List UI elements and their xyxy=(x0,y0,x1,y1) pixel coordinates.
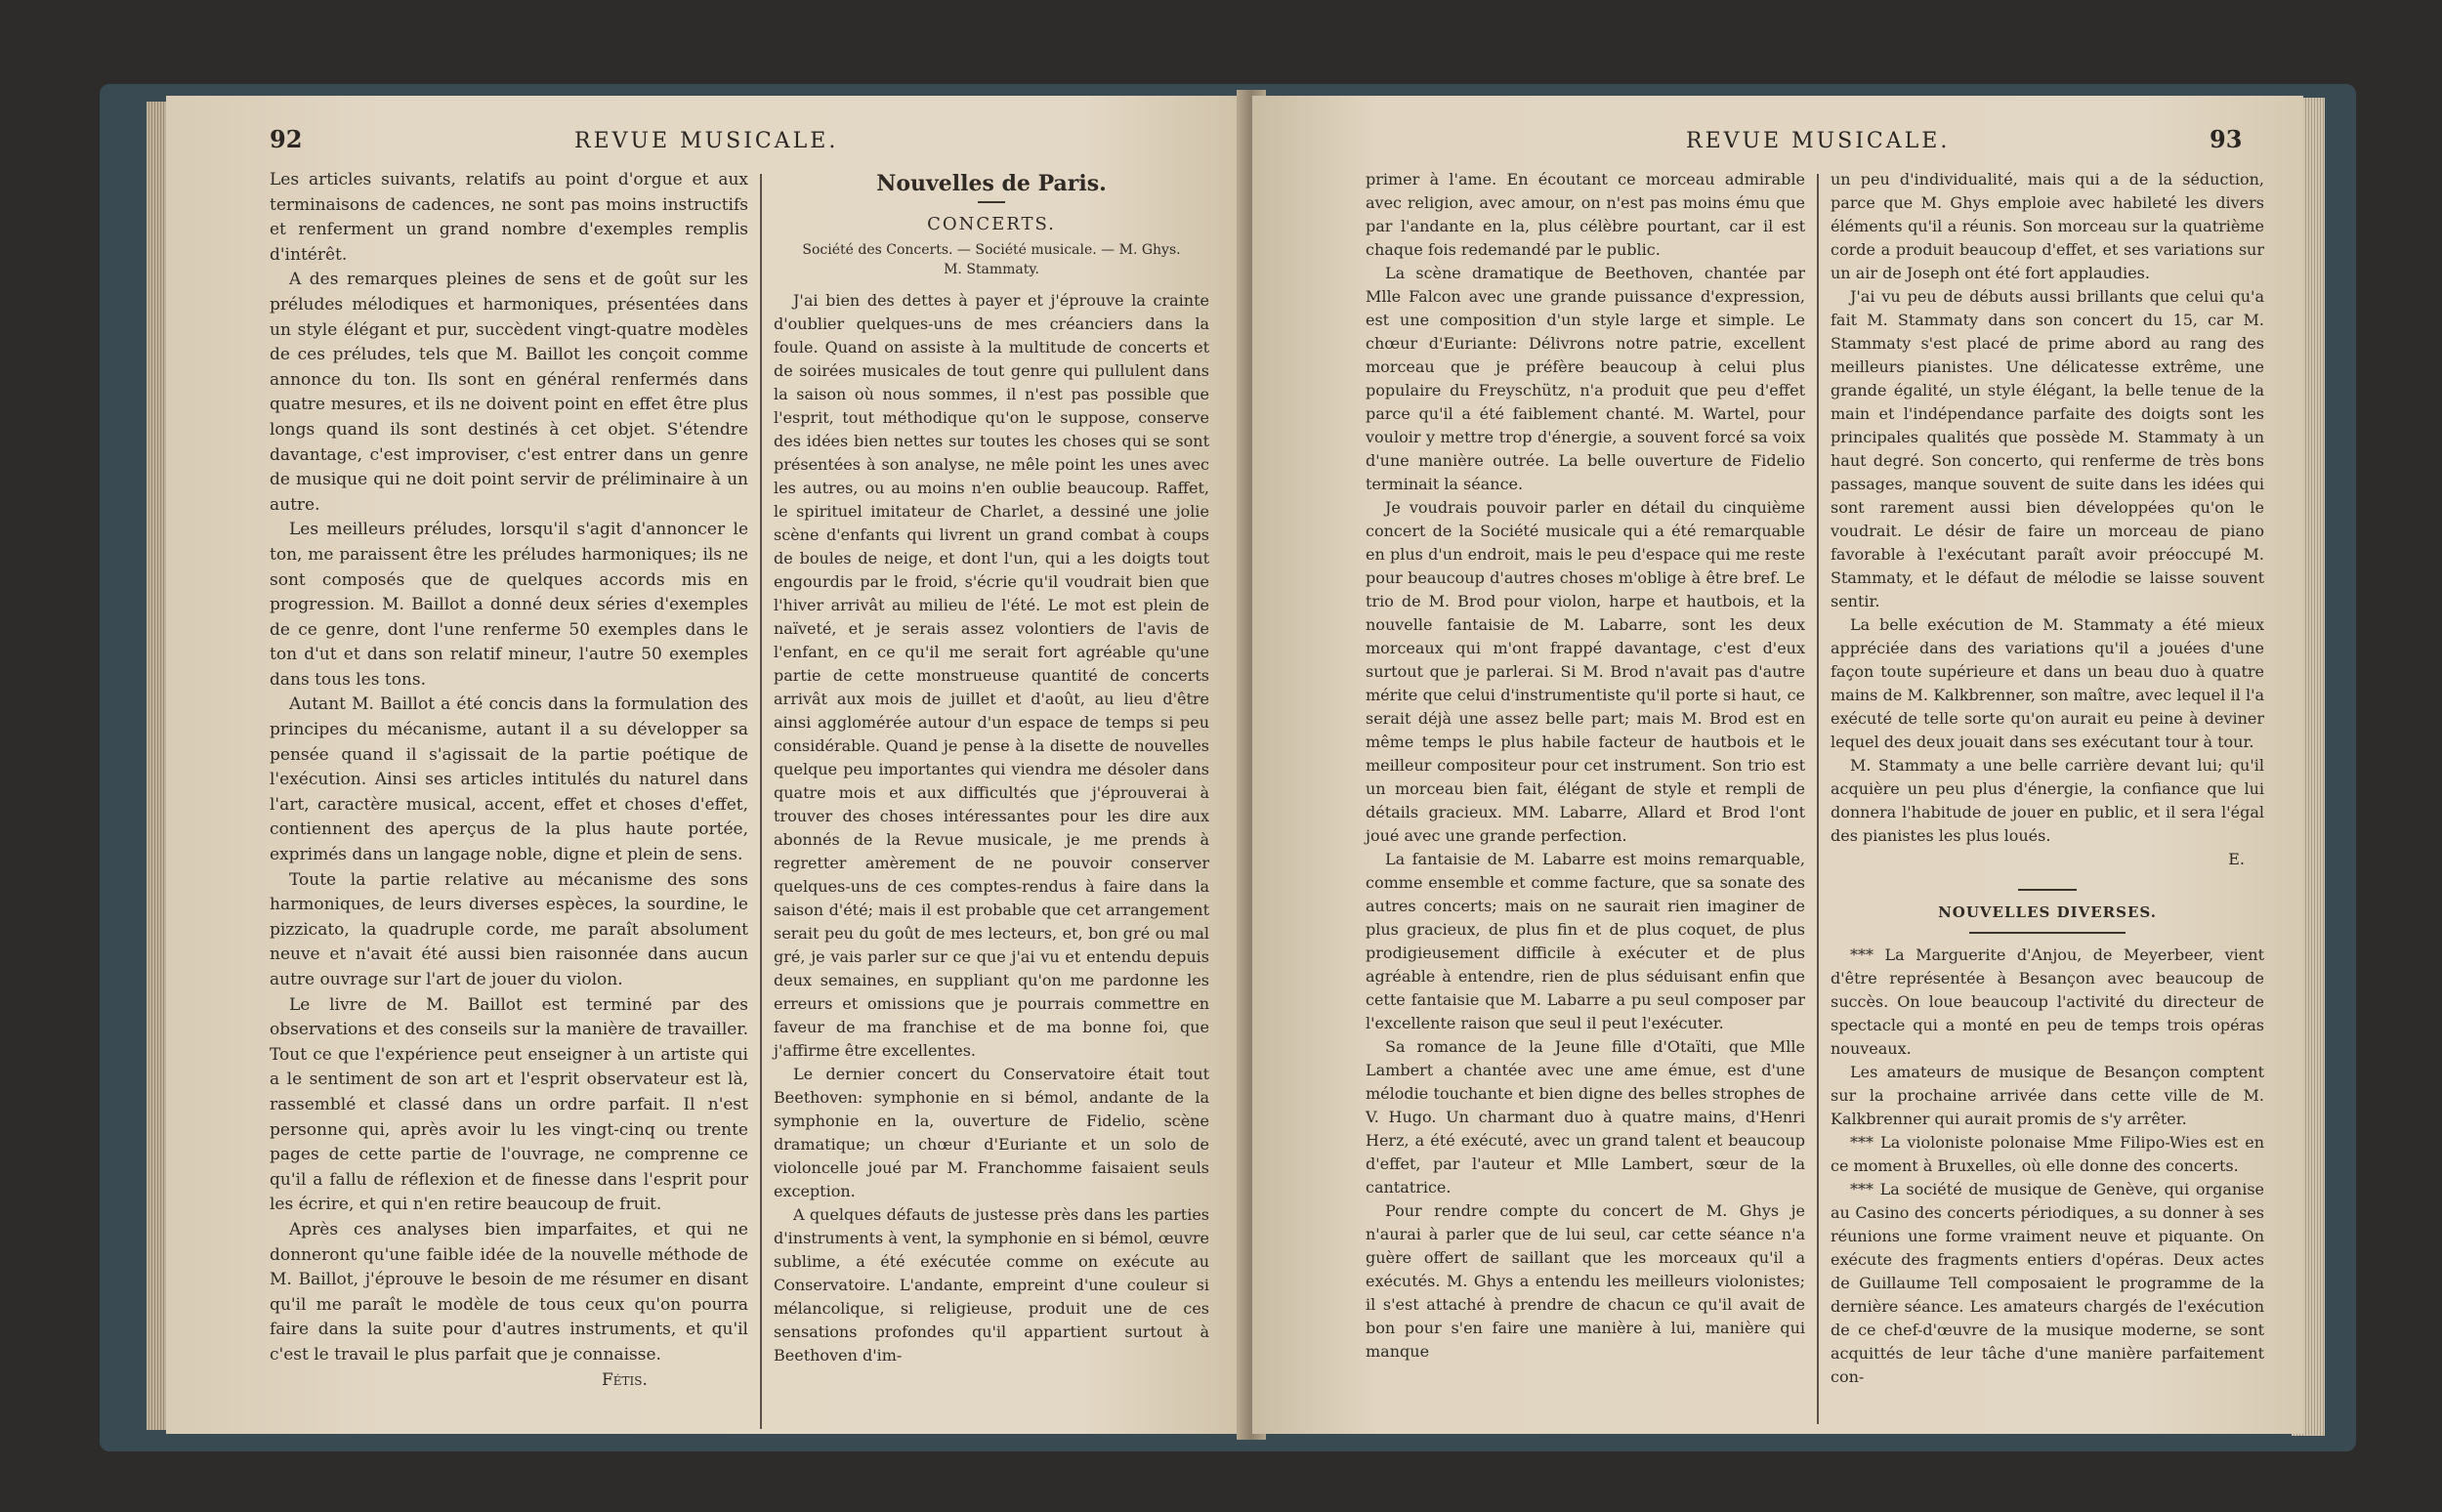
paragraph: primer à l'ame. En écoutant ce morceau admirable avec religion, avec amour, on n'est pas moins ému que par l'andante en la, plus célèbre pourtant, car il est chaque fois redemandé par le public. xyxy=(1366,170,1805,259)
paragraph: La belle exécution de M. Stammaty a été mieux appréciée dans des variations qu'il a jouées d'une façon toute supérieure et dans un beau duo à quatre mains de M. Kalkbrenner, son maître, avec lequel il l'a exécuté de telle sorte qu'on aurait eu peine à deviner lequel des deux jouait dans ses exécutant tour à tour. xyxy=(1831,615,2264,751)
paragraph: Pour rendre compte du concert de M. Ghys je n'aurai à parler que de lui seul, car cette séance n'a guère offert de saillant que les morceaux qu'il a exécutés. M. Ghys a entendu les meilleurs violonistes; il s'est attaché à prendre de chacun ce qu'il avait de bon pour s'en faire une manière à lui, manière qui manque xyxy=(1366,1201,1805,1361)
paragraph: J'ai bien des dettes à payer et j'éprouve la crainte d'oublier quelques-uns de mes créanciers dans la foule. Quand on assiste à la multitude de concerts et de soirées musicales de tout genre qui pullulent dans la saison où nous sommes, il n'est pas possible que l'esprit, tout méthodique qu'on le suppose, conserve des idées bien nettes sur toutes les choses qui se sont présentées à son analyse, ne mêle point les unes avec les autres, ou au moins n'en oublie beaucoup. Raffet, le spirituel imitateur de Charlet, a dessiné une jolie scène d'enfants qui livrent un grand combat à coups de boules de neige, et dont l'un, qui a les doigts tout engourdis par le froid, s'écrie qu'il voudrait bien que l'hiver arrivât au milieu de l'été. Le mot est plein de naïveté, et je serais assez volontiers de l'avis de l'enfant, en ce qu'il me serait fort agréable qu'une partie de cette monstrueuse quantité de concerts arrivât aux mois de juillet et d'août, au lieu d'être ainsi agglomérée autour d'un espace de temps si peu considérable. Quand je pense à la disette de nouvelles quelque peu importantes qui viendra me désoler dans quatre mois et aux difficultés que j'éprouverai à trouver des choses intéressantes pour les dire aux abonnés de la Revue musicale, je me prends à regretter amèrement de ne pouvoir conserver quelques-uns de ces comptes-rendus à faire dans la saison d'été; mais il est probable que cet arrangement serait peu du goût de mes lecteurs, et, bon gré ou mal gré, je vais parler sur ce que j'ai vu et entendu depuis deux semaines, en suppliant qu'on me pardonne les erreurs et omissions que je pourrais commettre en faveur de ma franchise et de ma bonne foi, que j'affirme être excellentes. xyxy=(774,291,1209,1060)
subheading-detail: M. Stammaty. xyxy=(944,262,1039,277)
paragraph: un peu d'individualité, mais qui a de la séduction, parce que M. Ghys emploie avec habileté les divers éléments qu'il a réunis. Son morceau sur la quatrième corde a produit beaucoup d'effet, et ses variations sur un air de Joseph ont été fort applaudies. xyxy=(1831,170,2264,282)
left-column-2 xyxy=(774,168,1209,1367)
paragraph: Les amateurs de musique de Besançon comptent sur la prochaine arrivée dans cette ville de M. Kalkbrenner qui aurait promis de s'y arrêter. xyxy=(1831,1063,2264,1128)
paragraph: Sa romance de la Jeune fille d'Otaïti, que Mlle Lambert a chantée avec une ame émue, est d'une mélodie touchante et bien digne des belles strophes de V. Hugo. Un charmant duo à quatre mains, d'Henri Herz, a été exécuté, avec un grand talent et beaucoup d'effet, par l'auteur et Mlle Lambert, sœur de la cantatrice. xyxy=(1366,1037,1805,1197)
paragraph: A des remarques pleines de sens et de goût sur les préludes mélodiques et harmoniques, présentées dans un style élégant et pur, succèdent vingt-quatre modèles de ces préludes, tels que M. Baillot les conçoit comme annonce du ton. Ils sont en général renfermés dans quatre mesures, et ils ne doivent point en effet être plus longs quand ils sont destinés à cet objet. S'étendre davantage, c'est improviser, c'est entrer dans un genre de musique qui ne doit point servir de préliminaire à un autre. xyxy=(270,270,748,515)
left-page xyxy=(166,96,1246,1434)
ornament-rule xyxy=(2018,889,2077,891)
section-heading: NOUVELLES DIVERSES. xyxy=(1938,903,2157,921)
paragraph: Les articles suivants, relatifs au point d'orgue et aux terminaisons de cadences, ne sont pas moins instructifs et renferment un grand nombre d'exemples remplis d'intérêt. xyxy=(270,170,748,265)
paragraph: *** La société de musique de Genève, qui organise au Casino des concerts périodiques, a su donner à ses réunions une forme vraiment neuve et piquante. On exécute des fragments entiers d'opéras. Deux actes de Guillaume Tell composaient le programme de la dernière séance. Les amateurs chargés de l'exécution de ce chef-d'œuvre de la musique moderne, se sont acquittés de leur tâche d'une manière parfaitement con- xyxy=(1831,1180,2264,1386)
left-column-1 xyxy=(270,168,748,1393)
right-column-2 xyxy=(1831,168,2264,1389)
running-head-right: REVUE MUSICALE. xyxy=(1686,129,1951,153)
paragraph: La fantaisie de M. Labarre est moins remarquable, comme ensemble et comme facture, que sa sonate des autres concerts; mais on ne saurait rien imaginer de plus gracieux, de plus fin et de plus coquet, de plus prodigieusement difficile à exécuter et de plus agréable à entendre, rien de plus séduisant enfin que cette fantaisie que M. Labarre a pu seul composer par l'excellente raison que seul il peut l'exécuter. xyxy=(1366,850,1805,1032)
heading-rule xyxy=(1969,932,2126,934)
column-rule xyxy=(760,174,762,1429)
right-page xyxy=(1252,96,2303,1434)
subheading: CONCERTS. xyxy=(927,214,1056,234)
paragraph: Le dernier concert du Conservatoire était tout Beethoven: symphonie en si bémol, andante de la symphonie en la, ouverture de Fidelio, scène dramatique; un chœur d'Euriante et un solo de violoncelle joué par M. Franchomme faisaient seuls exception. xyxy=(774,1065,1209,1200)
paragraph: J'ai vu peu de débuts aussi brillants que celui qu'a fait M. Stammaty dans son concert du 15, car M. Stammaty s'est placé de prime abord au rang des meilleurs pianistes. Une délicatesse extrême, une grande égalité, un style élégant, la belle tenue de la main et l'indépendance parfaite des doigts sont les principales qualités que possède M. Stammaty à un haut degré. Son concerto, qui renferme de très bons passages, manque souvent de suite dans les idées qui sont rarement aussi bien développées qu'on le voudrait. Le désir de faire un morceau de piano favorable à l'exécutant paraît avoir préoccupé M. Stammaty, et le défaut de mélodie se laisse souvent sentir. xyxy=(1831,287,2264,610)
paragraph: A quelques défauts de justesse près dans les parties d'instruments à vent, la symphonie en si bémol, œuvre sublime, a été exécutée comme on exécute au Conservatoire. L'andante, empreint d'une couleur si mélancolique, si religieuse, produit une de ces sensations profondes qu'il appartient surtout à Beethoven d'im- xyxy=(774,1205,1209,1365)
paragraph: Toute la partie relative au mécanisme des sons harmoniques, de leurs diverses espèces, la sourdine, le pizzicato, la quadruple corde, me paraît absolument neuve et n'avait été aussi bien raisonnée dans aucun autre ouvrage sur l'art de jouer du violon. xyxy=(270,869,748,989)
section-heading: Nouvelles de Paris. xyxy=(876,171,1107,196)
paragraph: Après ces analyses bien imparfaites, et qui ne donneront qu'une faible idée de la nouvelle méthode de M. Baillot, j'éprouve le besoin de me résumer en disant qu'il me paraît le modèle de tous ceux qu'on pourra faire dans la suite pour d'autres instruments, et qu'il c'est le travail le plus parfait que je connaisse. xyxy=(270,1219,748,1365)
column-rule xyxy=(1817,174,1819,1424)
paragraph: M. Stammaty a une belle carrière devant lui; qu'il acquière un peu plus d'énergie, la confiance que lui donnera l'habitude de jouer en public, et il sera l'égal des pianistes les plus loués. xyxy=(1831,756,2264,845)
signature: Fétis. xyxy=(602,1369,648,1390)
paragraph: Les meilleurs préludes, lorsqu'il s'agit d'annoncer le ton, me paraissent être les préludes harmoniques; ils ne sont composés que de quelques accords mis en progression. M. Baillot a donné deux séries d'exemples de ce genre, dont l'une renferme 50 exemples dans le ton d'ut et dans son relatif mineur, l'autre 50 exemples dans tous les tons. xyxy=(270,520,748,690)
paragraph: Le livre de M. Baillot est terminé par des observations et des conseils sur la manière de travailler. Tout ce que l'expérience peut enseigner à un artiste qui a le sentiment de son art et l'esprit observateur est là, rassemblé et classé dans un ordre parfait. Il n'est personne qui, après avoir lu les vingt-cinq ou trente pages de cette partie de l'ouvrage, ne comprenne ce qu'il a fallu de réflexion et de finesse dans l'esprit pour les écrire, et qui n'en retire beaucoup de fruit. xyxy=(270,994,748,1215)
signature: E. xyxy=(2228,850,2245,868)
paragraph: La scène dramatique de Beethoven, chantée par Mlle Falcon avec une grande puissance d'expression, est une composition d'un style large et simple. Le chœur d'Euriante: Délivrons notre patrie, excellent morceau que je préfère beaucoup à celui plus populaire du Freyschütz, n'a produit que peu d'effet parce qu'il a été faiblement chanté. M. Wartel, pour vouloir y mettre trop d'énergie, a souvent forcé sa voix d'une manière outrée. La belle ouverture de Fidelio terminait la séance. xyxy=(1366,264,1805,493)
right-column-1 xyxy=(1366,168,1805,1364)
paragraph: Autant M. Baillot a été concis dans la formulation des principes du mécanisme, autant il a su développer sa pensée quand il s'agissait de la partie poétique de l'exécution. Ainsi ses articles intitulés du naturel dans l'art, caractère musical, accent, effet et choses d'effet, contiennent des aperçus de la plus haute portée, exprimés dans un langage noble, digne et plein de sens. xyxy=(270,694,748,865)
subheading-detail: Société des Concerts. — Société musicale. — M. Ghys. xyxy=(802,242,1181,258)
paragraph: *** La Marguerite d'Anjou, de Meyerbeer, vient d'être représentée à Besançon avec beaucoup de succès. On loue beaucoup l'activité du directeur de spectacle qui a monté en peu de temps trois opéras nouveaux. xyxy=(1831,945,2264,1058)
paragraph: *** La violoniste polonaise Mme Filipo-Wies est en ce moment à Bruxelles, où elle donne des concerts. xyxy=(1831,1133,2264,1175)
page-number-left: 92 xyxy=(270,125,303,153)
running-head-left: REVUE MUSICALE. xyxy=(574,129,839,153)
heading-rule xyxy=(978,201,1005,203)
left-page-edges xyxy=(147,102,168,1430)
paragraph: Je voudrais pouvoir parler en détail du cinquième concert de la Société musicale qui a été remarquable en plus d'un endroit, mais le peu d'espace qui me reste pour beaucoup d'autres choses m'oblige à être bref. Le trio de M. Brod pour violon, harpe et hautbois, et la nouvelle fantaisie de M. Labarre, sont les deux morceaux qui m'ont frappé davantage, c'est d'eux surtout que je parlerai. Si M. Brod n'avait pas d'autre mérite que celui d'instrumentiste qu'il porte si haut, ce serait déjà une assez belle part; mais M. Brod est en même temps le plus habile facteur de hautbois et le meilleur compositeur pour cet instrument. Son trio est un morceau bien fait, élégant de style et rempli de détails gracieux. MM. Labarre, Allard et Brod l'ont joué avec une grande perfection. xyxy=(1366,498,1805,845)
page-number-right: 93 xyxy=(2210,125,2243,153)
